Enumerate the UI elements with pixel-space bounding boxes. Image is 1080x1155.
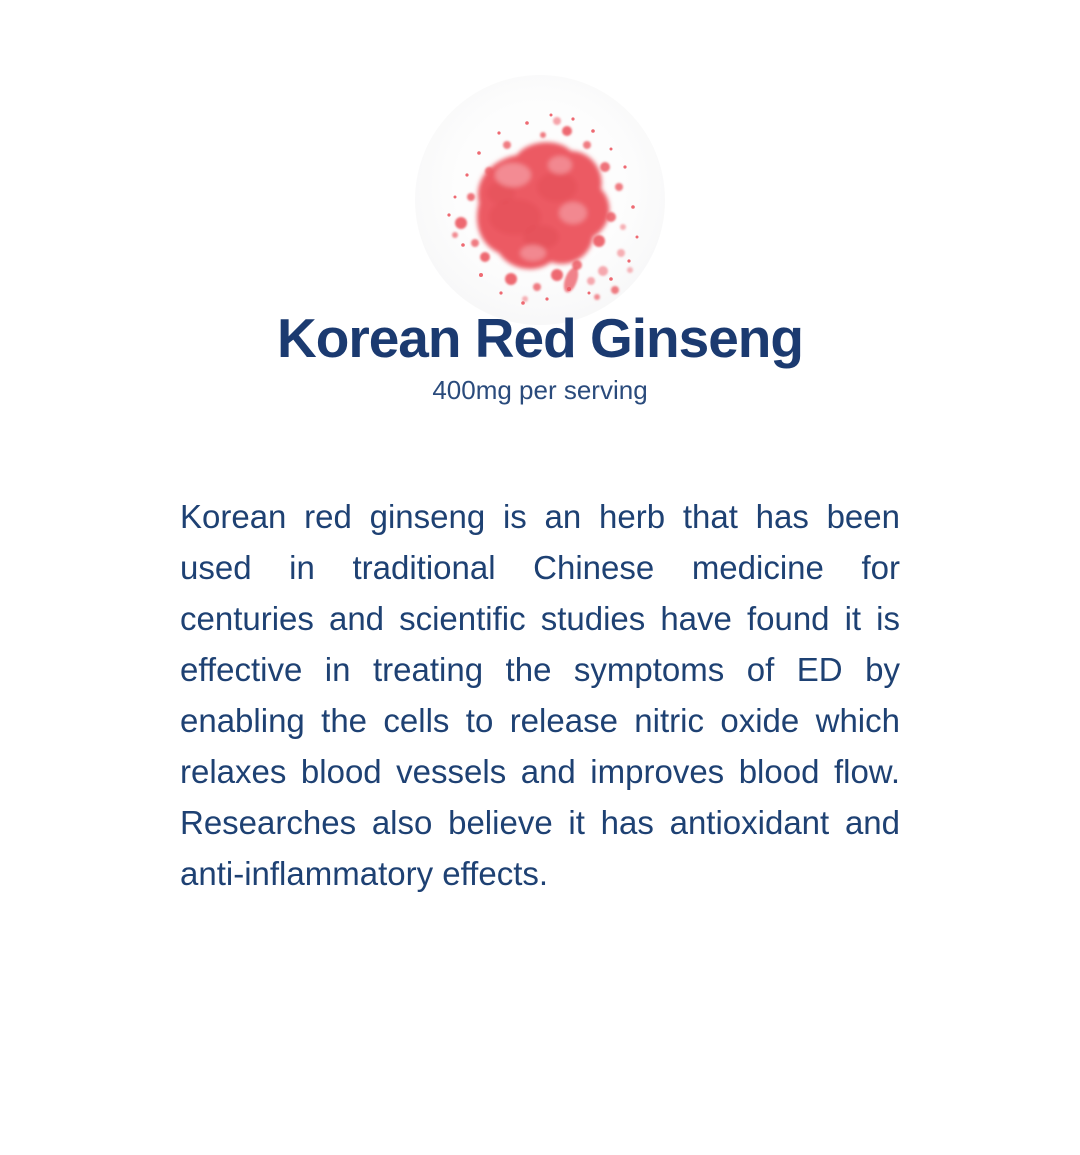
ginseng-powder-image <box>415 75 665 325</box>
dosage-subtitle: 400mg per serving <box>432 375 648 405</box>
infographic-page <box>0 75 1080 1155</box>
description-paragraph: Korean red ginseng is an herb that has been used in traditional Chinese medicine for centuries and scientific studies have found it is effective in treating the symptoms of ED by enabling the cells to release nitric oxide which relaxes blood vessels and improves blood flow. Researches also believe it has antioxidant and anti-inflammatory effects. <box>180 498 900 892</box>
product-image-circle <box>415 75 665 325</box>
page-title: Korean Red Ginseng <box>277 307 803 369</box>
